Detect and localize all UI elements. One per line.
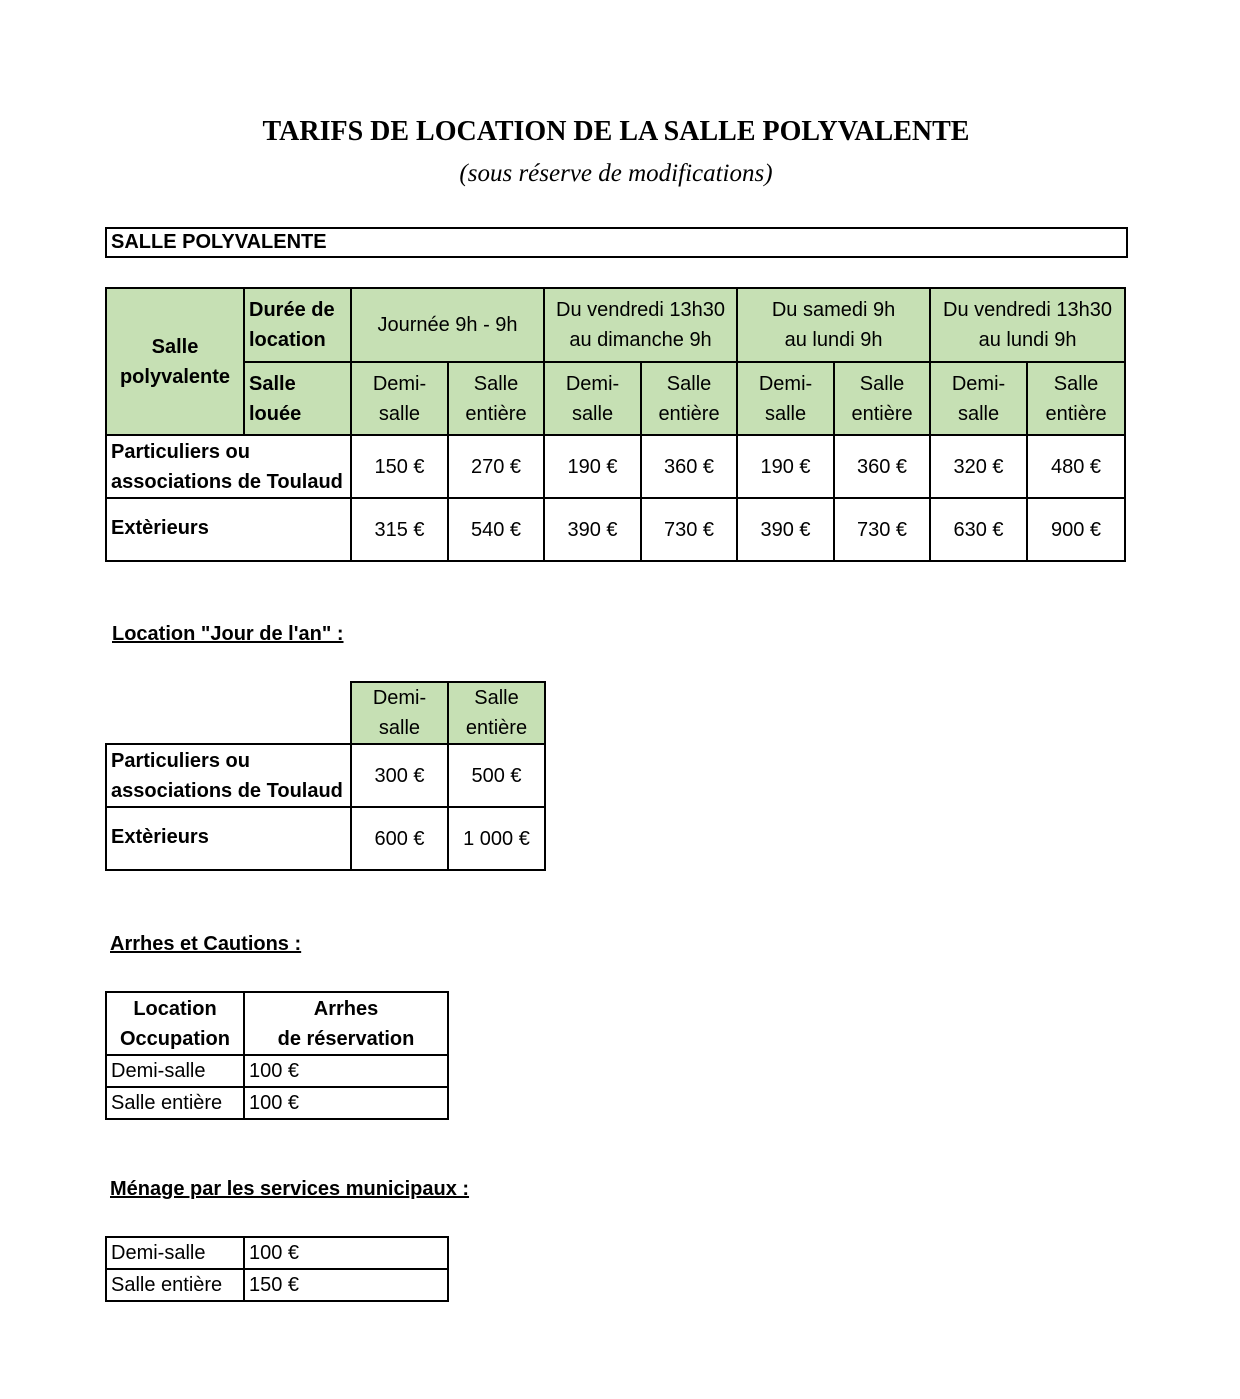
table-row xyxy=(106,435,1125,498)
price-cell: 300 € xyxy=(351,744,448,807)
sub-header-half: Demi- salle xyxy=(930,362,1027,435)
row-label: Demi-salle xyxy=(106,1237,244,1269)
sub-header-full: Salle entière xyxy=(834,362,930,435)
cleaning-table xyxy=(105,1236,449,1302)
col-header-location: Location Occupation xyxy=(106,992,244,1055)
new-year-table xyxy=(105,681,546,871)
period-header: Journée 9h - 9h xyxy=(351,288,544,362)
price-cell: 390 € xyxy=(544,498,641,561)
period-header: Du vendredi 13h30 au dimanche 9h xyxy=(544,288,737,362)
sub-header-full: Salle entière xyxy=(1027,362,1125,435)
table-row xyxy=(106,1269,448,1301)
price-cell: 150 € xyxy=(351,435,448,498)
price-cell: 630 € xyxy=(930,498,1027,561)
price-cell: 600 € xyxy=(351,807,448,870)
duration-header: Durée de location xyxy=(244,288,351,362)
price-cell: 360 € xyxy=(641,435,737,498)
price-cell: 100 € xyxy=(244,1237,448,1269)
sub-header-full: Salle entière xyxy=(448,362,544,435)
row-label: Extèrieurs xyxy=(106,807,351,870)
price-cell: 270 € xyxy=(448,435,544,498)
period-header: Du vendredi 13h30 au lundi 9h xyxy=(930,288,1125,362)
price-cell: 315 € xyxy=(351,498,448,561)
row-label: Extèrieurs xyxy=(106,498,351,561)
new-year-heading: Location "Jour de l'an" : xyxy=(112,623,344,645)
period-header: Du samedi 9h au lundi 9h xyxy=(737,288,930,362)
row-label: Salle entière xyxy=(106,1269,244,1301)
row-label: Particuliers ou associations de Toulaud xyxy=(106,435,351,498)
price-cell: 320 € xyxy=(930,435,1027,498)
deposits-heading: Arrhes et Cautions : xyxy=(110,933,302,955)
table-row xyxy=(106,807,545,870)
price-cell: 390 € xyxy=(737,498,834,561)
empty-corner xyxy=(106,682,351,744)
row-label: Particuliers ou associations de Toulaud xyxy=(106,744,351,807)
section-label: SALLE POLYVALENTE xyxy=(105,227,1128,258)
deposits-table xyxy=(105,991,449,1120)
corner-header: Salle polyvalente xyxy=(106,288,244,435)
table-row xyxy=(106,1055,448,1087)
price-cell: 540 € xyxy=(448,498,544,561)
price-cell: 730 € xyxy=(834,498,930,561)
table-row xyxy=(106,744,545,807)
price-cell: 500 € xyxy=(448,744,545,807)
row-label: Salle entière xyxy=(106,1087,244,1119)
price-cell: 100 € xyxy=(244,1087,448,1119)
col-header-arrhes: Arrhes de réservation xyxy=(244,992,448,1055)
sub-header-half: Demi- salle xyxy=(544,362,641,435)
sub-header-full: Salle entière xyxy=(641,362,737,435)
price-cell: 100 € xyxy=(244,1055,448,1087)
sub-header-half: Demi- salle xyxy=(737,362,834,435)
page-title: TARIFS DE LOCATION DE LA SALLE POLYVALENTE xyxy=(262,116,970,147)
row-label: Demi-salle xyxy=(106,1055,244,1087)
price-cell: 1 000 € xyxy=(448,807,545,870)
table-row xyxy=(106,1237,448,1269)
table-row xyxy=(106,498,1125,561)
price-cell: 190 € xyxy=(737,435,834,498)
room-header: Salle louée xyxy=(244,362,351,435)
col-header-full: Salle entière xyxy=(448,682,545,744)
main-tariff-table xyxy=(105,287,1126,562)
price-cell: 150 € xyxy=(244,1269,448,1301)
price-cell: 360 € xyxy=(834,435,930,498)
price-cell: 190 € xyxy=(544,435,641,498)
table-row xyxy=(106,1087,448,1119)
price-cell: 480 € xyxy=(1027,435,1125,498)
cleaning-heading: Ménage par les services municipaux : xyxy=(110,1178,470,1200)
col-header-half: Demi- salle xyxy=(351,682,448,744)
sub-header-half: Demi- salle xyxy=(351,362,448,435)
price-cell: 730 € xyxy=(641,498,737,561)
price-cell: 900 € xyxy=(1027,498,1125,561)
page-subtitle: (sous réserve de modifications) xyxy=(459,160,773,187)
